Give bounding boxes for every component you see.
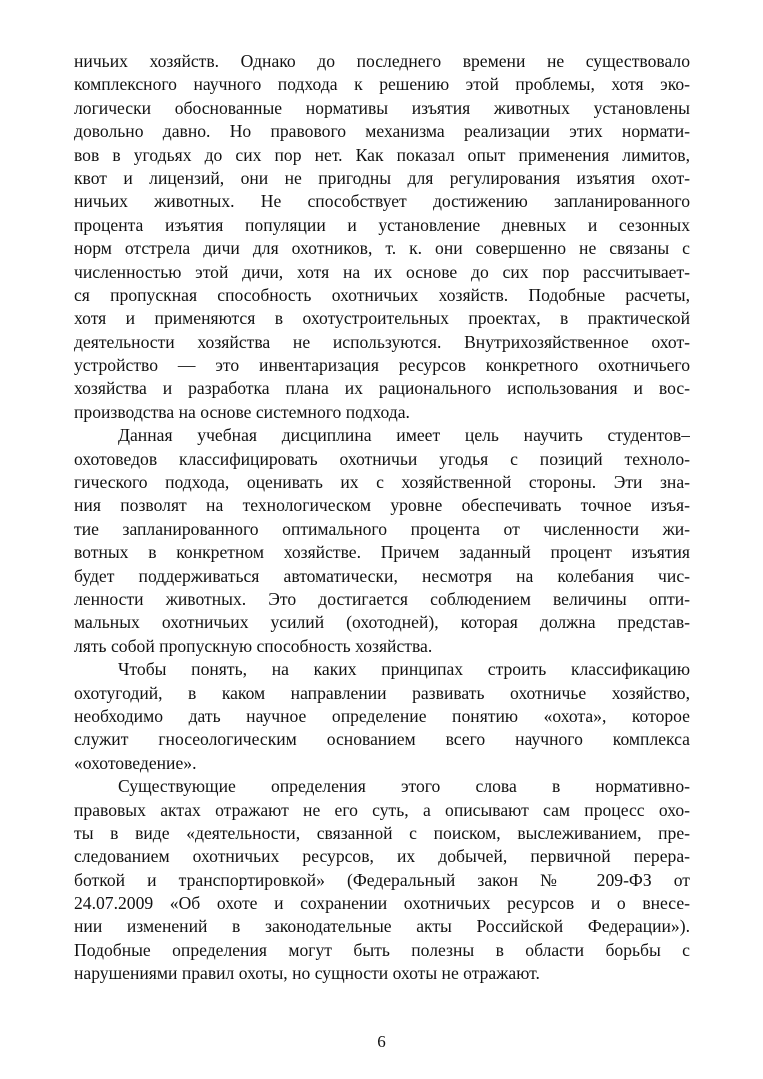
text-line: охотугодий, в каком направлении развивать охотничье хозяйство, <box>74 682 690 703</box>
text-line: деятельности хозяйства не используются. Внутрихозяйственное охот- <box>74 331 690 352</box>
paragraph-3 <box>74 658 690 775</box>
text-line: необходимо дать научное определение понятию «охота», которое <box>74 705 690 726</box>
paragraph-1 <box>74 50 690 424</box>
text-line: «охотоведение». <box>74 752 197 773</box>
text-line: хотя и применяются в охотустроительных проектах, в практической <box>74 308 690 329</box>
text-line: хозяйства и разработка плана их рационального использования и вос- <box>74 378 690 399</box>
text-line: ния позволят на технологическом уровне обеспечивать точное изъя- <box>74 495 690 516</box>
text-line: ленности животных. Это достигается соблюдением величины опти- <box>74 588 690 609</box>
text-line: Существующие определения этого слова в нормативно- <box>118 776 690 797</box>
text-line: довольно давно. Но правового механизма реализации этих нормати- <box>74 121 690 142</box>
text-line: боткой и транспортировкой» (Федеральный закон № 209-ФЗ от <box>74 869 690 890</box>
text-line: численностью этой дичи, хотя на их основе до сих пор рассчитывает- <box>74 261 690 282</box>
page-body <box>74 50 690 986</box>
text-line: ничьих хозяйств. Однако до последнего времени не существовало <box>74 51 690 71</box>
text-line: квот и лицензий, они не пригодны для регулирования изъятия охот- <box>74 167 690 188</box>
page-number: 6 <box>377 1032 386 1051</box>
text-line: комплексного научного подхода к решению этой проблемы, хотя эко- <box>74 74 690 95</box>
text-line: лять собой пропускную способность хозяйства. <box>74 635 433 656</box>
text-line: тие запланированного оптимального процента от численности жи- <box>74 518 690 539</box>
text-line: ничьих животных. Не способствует достижению запланированного <box>74 191 690 212</box>
text-line: следованием охотничьих ресурсов, их добычей, первичной перера- <box>74 846 690 867</box>
text-line: 24.07.2009 «Об охоте и сохранении охотничьих ресурсов и о внесе- <box>74 893 690 914</box>
text-line: служит гносеологическим основанием всего научного комплекса <box>74 729 690 750</box>
text-line: вов в угодьях до сих пор нет. Как показал опыт применения лимитов, <box>74 144 690 165</box>
paragraph-4 <box>74 775 690 986</box>
text-line: Чтобы понять, на каких принципах строить классификацию <box>118 659 690 680</box>
text-line: охотоведов классифицировать охотничьи угодья с позиций техноло- <box>74 448 690 469</box>
paragraph-2 <box>74 424 690 658</box>
text-line: Подобные определения могут быть полезны в области борьбы с <box>74 939 690 960</box>
text-line: нии изменений в законодательные акты Российской Федерации»). <box>74 916 690 937</box>
text-line: ся пропускная способность охотничьих хозяйств. Подобные расчеты, <box>74 284 690 305</box>
text-line: вотных в конкретном хозяйстве. Причем заданный процент изъятия <box>74 542 690 563</box>
text-line: логически обоснованные нормативы изъятия животных установлены <box>74 97 690 118</box>
text-line: нарушениями правил охоты, но сущности охоты не отражают. <box>74 963 540 984</box>
text-line: Данная учебная дисциплина имеет цель научить студентов– <box>118 425 690 446</box>
text-line: правовых актах отражают не его суть, а описывают сам процесс охо- <box>74 799 690 820</box>
text-line: производства на основе системного подхода. <box>74 401 410 422</box>
text-line: норм отстрела дичи для охотников, т. к. они совершенно не связаны с <box>74 238 690 259</box>
text-line: ты в виде «деятельности, связанной с поиском, выслеживанием, пре- <box>74 822 690 843</box>
text-line: устройство — это инвентаризация ресурсов конкретного охотничьего <box>74 355 690 376</box>
text-line: будет поддерживаться автоматически, несмотря на колебания чис- <box>74 565 690 586</box>
text-line: процента изъятия популяции и установление дневных и сезонных <box>74 214 690 235</box>
text-line: гического подхода, оценивать их с хозяйственной стороны. Эти зна- <box>74 472 690 493</box>
text-line: мальных охотничьих усилий (охотодней), которая должна представ- <box>74 612 690 633</box>
